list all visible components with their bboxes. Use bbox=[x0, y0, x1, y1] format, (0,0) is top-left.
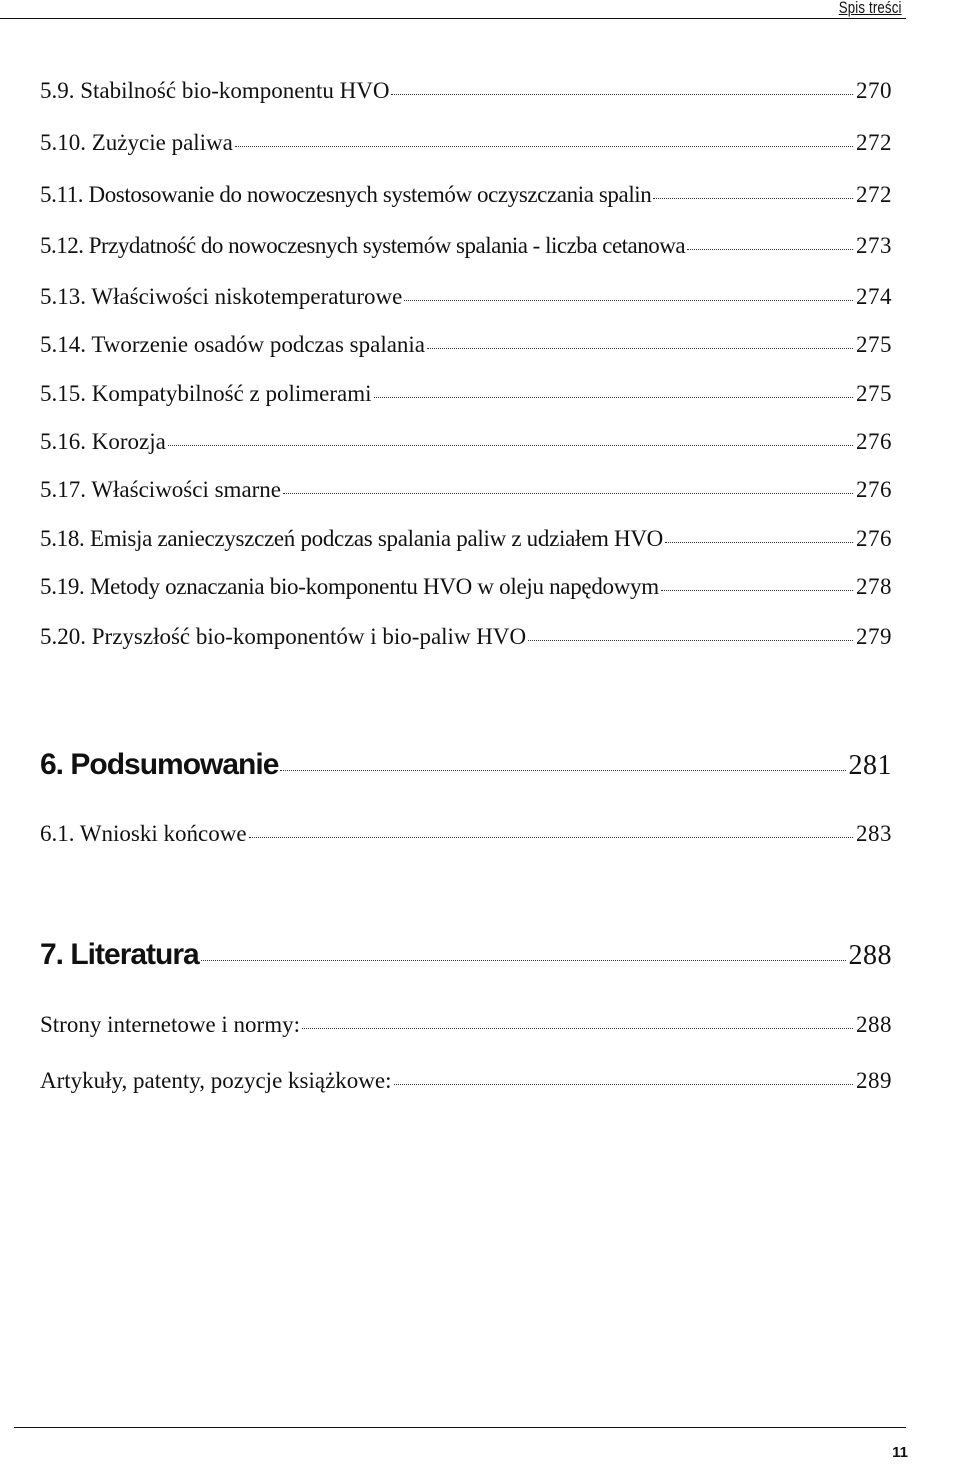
toc-entry-title: 5.17. Właściwości smarne bbox=[40, 477, 282, 502]
toc-entry[interactable] bbox=[40, 429, 892, 455]
toc-entry-page: 276 bbox=[856, 429, 892, 454]
toc-entry-page: 283 bbox=[856, 821, 892, 846]
running-header: Spis treści bbox=[839, 0, 902, 17]
dot-leader bbox=[374, 397, 853, 398]
toc-entry[interactable] bbox=[40, 284, 892, 310]
dot-leader bbox=[665, 542, 853, 543]
dot-leader bbox=[249, 837, 853, 838]
toc-entry-title: Artykuły, patenty, pozycje książkowe: bbox=[40, 1068, 392, 1093]
toc-entry-page: 272 bbox=[856, 182, 892, 207]
dot-leader bbox=[302, 1028, 853, 1029]
toc-entry-page: 275 bbox=[856, 381, 892, 406]
toc-entry-title: 6. Podsumowanie bbox=[40, 748, 279, 781]
toc-chapter-entry[interactable] bbox=[40, 748, 892, 782]
dot-leader bbox=[280, 770, 845, 771]
toc-entry[interactable] bbox=[40, 574, 892, 600]
dot-leader bbox=[391, 94, 853, 95]
toc-entry[interactable] bbox=[40, 332, 892, 358]
toc-entry[interactable] bbox=[40, 381, 892, 407]
dot-leader bbox=[201, 960, 846, 961]
toc-entry-title: 5.9. Stabilność bio-komponentu HVO bbox=[40, 78, 390, 103]
toc-entry-title: 7. Literatura bbox=[40, 938, 199, 971]
toc-entry-page: 275 bbox=[856, 332, 892, 357]
dot-leader bbox=[283, 493, 853, 494]
toc-entry[interactable] bbox=[40, 1068, 892, 1094]
toc-entry-page: 272 bbox=[856, 130, 892, 155]
toc-entry-page: 289 bbox=[856, 1068, 892, 1093]
toc-entry-page: 270 bbox=[856, 78, 892, 103]
toc-entry-page: 288 bbox=[856, 1012, 892, 1037]
toc-entry-title: 5.14. Tworzenie osadów podczas spalania bbox=[40, 332, 426, 357]
toc-entry-page: 273 bbox=[856, 233, 892, 258]
toc-entry-title: 5.12. Przydatność do nowoczesnych systemów spalania - liczba cetanowa bbox=[40, 233, 686, 258]
toc-chapter-entry[interactable] bbox=[40, 938, 892, 972]
toc-entry-page: 276 bbox=[856, 526, 892, 551]
dot-leader bbox=[528, 640, 853, 641]
dot-leader bbox=[404, 300, 853, 301]
toc-entry[interactable] bbox=[40, 1012, 892, 1038]
dot-leader bbox=[394, 1084, 854, 1085]
dot-leader bbox=[687, 249, 853, 250]
toc-entry-page: 278 bbox=[856, 574, 892, 599]
toc-entry[interactable] bbox=[40, 78, 892, 104]
toc-entry[interactable] bbox=[40, 477, 892, 503]
toc-entry-title: 5.19. Metody oznaczania bio-komponentu HVO w oleju napędowym bbox=[40, 574, 659, 599]
toc-entry-page: 274 bbox=[856, 284, 892, 309]
dot-leader bbox=[427, 348, 853, 349]
toc-entry[interactable] bbox=[40, 526, 892, 552]
footer-rule bbox=[14, 1427, 906, 1428]
toc-entry-page: 281 bbox=[848, 750, 892, 781]
dot-leader bbox=[235, 146, 853, 147]
dot-leader bbox=[653, 198, 853, 199]
toc-entry-title: 5.18. Emisja zanieczyszczeń podczas spalania paliw z udziałem HVO bbox=[40, 526, 663, 551]
dot-leader bbox=[168, 445, 853, 446]
toc-entry-page: 279 bbox=[856, 624, 892, 649]
toc-entry-title: 5.10. Zużycie paliwa bbox=[40, 130, 233, 155]
toc-entry-title: 6.1. Wnioski końcowe bbox=[40, 821, 247, 846]
toc-entry[interactable] bbox=[40, 624, 892, 650]
header-rule bbox=[0, 18, 906, 19]
toc-entry-title: 5.13. Właściwości niskotemperaturowe bbox=[40, 284, 403, 309]
toc-entry-title: 5.20. Przyszłość bio-komponentów i bio-paliw HVO bbox=[40, 624, 527, 649]
toc-entry[interactable] bbox=[40, 821, 892, 847]
toc-entry-page: 276 bbox=[856, 477, 892, 502]
toc-entry-title: 5.11. Dostosowanie do nowoczesnych systemów oczyszczania spalin bbox=[40, 182, 652, 207]
toc-entry[interactable] bbox=[40, 130, 892, 156]
toc-entry[interactable] bbox=[40, 233, 892, 259]
toc-entry-page: 288 bbox=[848, 940, 892, 971]
toc-entry-title: Strony internetowe i normy: bbox=[40, 1012, 300, 1037]
toc-entry-title: 5.16. Korozja bbox=[40, 429, 166, 454]
dot-leader bbox=[661, 590, 853, 591]
toc-entry[interactable] bbox=[40, 182, 892, 208]
page-number: 11 bbox=[892, 1444, 908, 1461]
toc-entry-title: 5.15. Kompatybilność z polimerami bbox=[40, 381, 372, 406]
